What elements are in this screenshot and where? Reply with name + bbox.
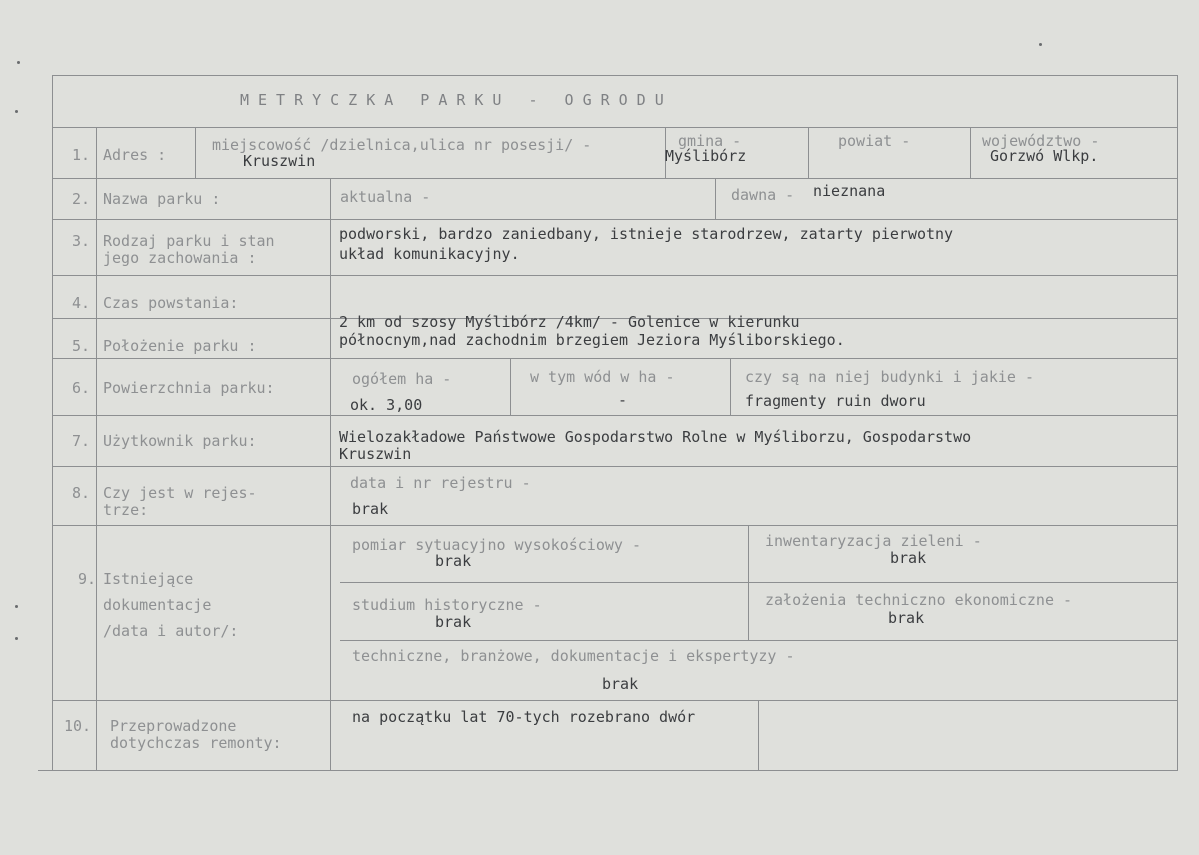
frame-right bbox=[1177, 75, 1178, 770]
num-col-divider bbox=[96, 127, 97, 770]
r10-divider bbox=[758, 700, 759, 770]
park-type-label-line1: Rodzaj parku i stan bbox=[103, 232, 275, 250]
frame-top bbox=[52, 75, 1178, 76]
docs-label-line1: Istniejące bbox=[103, 570, 194, 588]
expert-docs-value: brak bbox=[602, 675, 639, 693]
register-label-line2: trze: bbox=[103, 501, 149, 519]
buildings-value: fragmenty ruin dworu bbox=[745, 392, 926, 410]
buildings-label: czy są na niej budynki i jakie - bbox=[745, 368, 1034, 386]
voivodeship-label: województwo - bbox=[982, 132, 1100, 150]
park-type-value-line2: układ komunikacyjny. bbox=[339, 245, 520, 263]
docs-label-line3: /data i autor/: bbox=[103, 622, 239, 640]
park-type-value-line1: podworski, bardzo zaniedbany, istnieje starodrzew, zatarty pierwotny bbox=[339, 225, 954, 243]
rule-3 bbox=[52, 275, 1178, 276]
survey-label: pomiar sytuacyjno wysokościowy - bbox=[352, 536, 641, 554]
survey-value: brak bbox=[435, 552, 472, 570]
row-number-2: 2. bbox=[72, 190, 91, 208]
register-number-value: brak bbox=[352, 500, 389, 518]
rule-title bbox=[52, 127, 1178, 128]
rule-7 bbox=[52, 466, 1178, 467]
total-area-value: ok. 3,00 bbox=[350, 396, 423, 414]
row-number-7: 7. bbox=[72, 432, 91, 450]
row-number-3: 3. bbox=[72, 232, 91, 250]
r6-divider-b bbox=[730, 358, 731, 415]
location-label: Położenie parku : bbox=[103, 337, 257, 355]
speck-5 bbox=[1039, 43, 1042, 46]
r1-divider-c bbox=[808, 127, 809, 178]
rule-1 bbox=[52, 178, 1178, 179]
renovations-value: na początku lat 70-tych rozebrano dwór bbox=[352, 708, 696, 726]
greenery-value: brak bbox=[890, 549, 927, 567]
locality-label: miejscowość /dzielnica,ulica nr posesji/ - bbox=[212, 136, 592, 154]
user-label: Użytkownik parku: bbox=[103, 432, 257, 450]
renovations-label-line1: Przeprowadzone bbox=[110, 717, 237, 735]
address-label: Adres : bbox=[103, 146, 167, 164]
tech-econ-label: założenia techniczno ekonomiczne - bbox=[765, 591, 1073, 609]
rule-2 bbox=[52, 219, 1178, 220]
row-number-9: 9. bbox=[78, 570, 97, 588]
location-value-line2: północnym,nad zachodnim brzegiem Jeziora Myśliborskiego. bbox=[339, 331, 845, 349]
row-number-6: 6. bbox=[72, 379, 91, 397]
water-area-value: - bbox=[618, 391, 628, 409]
register-label-line1: Czy jest w rejes- bbox=[103, 484, 257, 502]
former-name-label: dawna - bbox=[731, 186, 795, 204]
r10-label-divider bbox=[330, 700, 331, 770]
park-name-label: Nazwa parku : bbox=[103, 190, 221, 208]
row-number-1: 1. bbox=[72, 146, 91, 164]
rule-9b bbox=[340, 640, 1178, 641]
former-name-value: nieznana bbox=[813, 182, 886, 200]
gmina-value: Myślibórz bbox=[665, 147, 747, 165]
total-area-label: ogółem ha - bbox=[352, 370, 452, 388]
history-study-label: studium historyczne - bbox=[352, 596, 542, 614]
renovations-label-line2: dotychczas remonty: bbox=[110, 734, 282, 752]
r9-divider-b bbox=[748, 582, 749, 640]
greenery-label: inwentaryzacja zieleni - bbox=[765, 532, 982, 550]
r2-divider bbox=[715, 178, 716, 219]
rule-6 bbox=[52, 415, 1178, 416]
r1-divider-d bbox=[970, 127, 971, 178]
row-number-4: 4. bbox=[72, 294, 91, 312]
park-type-label-line2: jego zachowania : bbox=[103, 249, 257, 267]
rule-8 bbox=[52, 525, 1178, 526]
speck-4 bbox=[15, 637, 18, 640]
label-col-divider bbox=[330, 178, 331, 701]
area-label: Powierzchnia parku: bbox=[103, 379, 275, 397]
frame-left bbox=[52, 75, 53, 770]
frame-bottom bbox=[38, 770, 1178, 771]
creation-time-label: Czas powstania: bbox=[103, 294, 239, 312]
r9-divider-a bbox=[748, 525, 749, 582]
rule-9 bbox=[52, 700, 1178, 701]
powiat-label: powiat - bbox=[838, 132, 911, 150]
row-number-5: 5. bbox=[72, 337, 91, 355]
gmina-label: gmina - bbox=[678, 132, 742, 150]
water-area-label: w tym wód w ha - bbox=[530, 368, 675, 386]
current-name-label: aktualna - bbox=[340, 188, 431, 206]
user-value-line2: Kruszwin bbox=[339, 445, 412, 463]
speck-2 bbox=[15, 110, 18, 113]
row-number-10: 10. bbox=[64, 717, 92, 735]
docs-label-line2: dokumentacje bbox=[103, 596, 212, 614]
expert-docs-label: techniczne, branżowe, dokumentacje i ekspertyzy - bbox=[352, 647, 795, 665]
row-number-8: 8. bbox=[72, 484, 91, 502]
rule-9a bbox=[340, 582, 1178, 583]
speck-3 bbox=[15, 605, 18, 608]
form-title: METRYCZKA PARKU - OGRODU bbox=[240, 91, 673, 109]
voivodeship-value: Gorzwó Wlkp. bbox=[990, 147, 1099, 165]
history-study-value: brak bbox=[435, 613, 472, 631]
locality-value: Kruszwin bbox=[243, 152, 316, 170]
user-value-line1: Wielozakładowe Państwowe Gospodarstwo Rolne w Myśliborzu, Gospodarstwo bbox=[339, 428, 972, 446]
register-number-label: data i nr rejestru - bbox=[350, 474, 531, 492]
r6-divider-a bbox=[510, 358, 511, 415]
location-value-line1: 2 km od szosy Myślibórz /4km/ - Golenice w kierunku bbox=[339, 313, 800, 331]
r1-divider-a bbox=[195, 127, 196, 178]
tech-econ-value: brak bbox=[888, 609, 925, 627]
speck-1 bbox=[17, 61, 20, 64]
rule-5 bbox=[52, 358, 1178, 359]
